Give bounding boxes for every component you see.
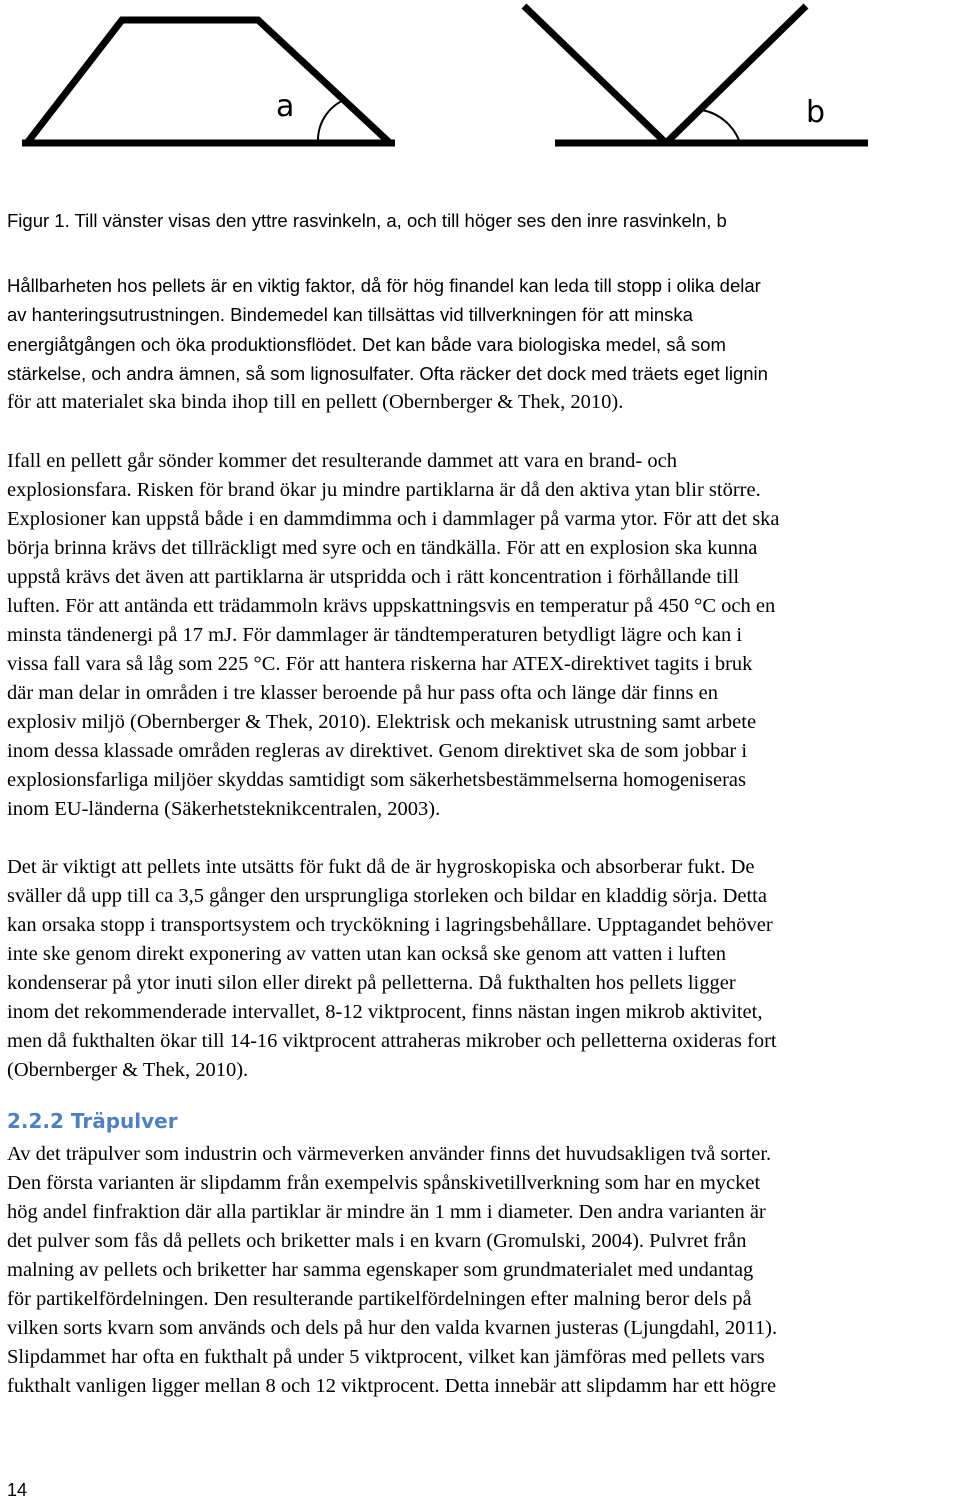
- paragraph-line: explosionsfara. Risken för brand ökar ju mindre partiklarna är då den aktiva ytan blir större.: [7, 479, 761, 501]
- section-heading: 2.2.2 Träpulver: [7, 1109, 178, 1133]
- angle-label-a: a: [276, 89, 295, 124]
- angle-label-b: b: [806, 95, 826, 130]
- paragraph-line: Av det träpulver som industrin och värmeverken använder finns det huvudsakligen två sorter.: [7, 1143, 772, 1165]
- paragraph-line: Hållbarheten hos pellets är en viktig faktor, då för hög finandel kan leda till stopp i olika delar: [7, 275, 761, 296]
- paragraph-line: minsta tändenergi på 17 mJ. För dammlager är tändtemperaturen betydligt lägre och kan i: [7, 624, 743, 646]
- paragraph-line: malning av pellets och briketter har samma egenskaper som grundmaterialet med undantag: [7, 1259, 754, 1281]
- paragraph-line: Den första varianten är slipdamm från exempelvis spånskivetillverkning som har en mycket: [7, 1172, 761, 1194]
- angle-of-repose-figure: [0, 0, 960, 160]
- paragraph-line: men då fukthalten ökar till 14-16 viktprocent attraheras mikrober och pelletterna oxideras fort: [7, 1030, 777, 1052]
- paragraph-line: för att materialet ska binda ihop till en pellett (Obernberger & Thek, 2010).: [7, 391, 624, 413]
- angle-arc-a: [318, 100, 344, 141]
- paragraph-line: inom dessa klassade områden regleras av direktivet. Genom direktivet ska de som jobbar i: [7, 740, 748, 762]
- paragraph-line: kan orsaka stopp i transportsystem och tryckökning i lagringsbehållare. Upptagandet behöver: [7, 914, 773, 936]
- paragraph-line: uppstå krävs det även att partiklarna är utspridda och i rätt koncentration i förhållande till: [7, 566, 740, 588]
- paragraph-line: stärkelse, och andra ämnen, så som lignosulfater. Ofta räcker det dock med träets eget lignin: [7, 363, 768, 384]
- paragraph-line: sväller då upp till ca 3,5 gånger den ursprungliga storleken och bildar en kladdig sörja. Detta: [7, 885, 767, 907]
- paragraph-line: (Obernberger & Thek, 2010).: [7, 1059, 249, 1081]
- paragraph-line: Explosioner kan uppstå både i en dammdimma och i dammlager på varma ytor. För att det ska: [7, 508, 780, 530]
- paragraph-line: Slipdammet har ofta en fukthalt på under 5 viktprocent, vilket kan jämföras med pellets vars: [7, 1346, 765, 1368]
- paragraph-line: vissa fall vara så låg som 225 °C. För att hantera riskerna har ATEX-direktivet tagits i bruk: [7, 653, 753, 675]
- paragraph-line: vilken sorts kvarn som används och dels på hur den valda kvarnen justeras (Ljungdahl, 2011).: [7, 1317, 778, 1339]
- paragraph-line: hög andel finfraktion där alla partiklar är mindre än 1 mm i diameter. Den andra varianten är: [7, 1201, 766, 1223]
- outer-angle-diagram: [22, 20, 395, 143]
- paragraph-line: explosionsfarliga miljöer skyddas samtidigt som säkerhetsbestämmelserna homogeniseras: [7, 769, 746, 791]
- paragraph-line: börja brinna krävs det tillräckligt med syre och en tändkälla. För att en explosion ska kunna: [7, 537, 758, 559]
- paragraph-line: inom det rekommenderade intervallet, 8-12 viktprocent, finns nästan ingen mikrob aktivitet,: [7, 1001, 763, 1023]
- paragraph-line: kondenserar på ytor inuti silon eller direkt på pelletterna. Då fukthalten hos pellets ligger: [7, 972, 736, 994]
- paragraph-line: inte ske genom direkt exponering av vatten utan kan också ske genom att vatten i luften: [7, 943, 726, 965]
- paragraph-line: energiåtgången och öka produktionsflödet. Det kan både vara biologiska medel, så som: [7, 334, 726, 355]
- v-right-side: [666, 6, 806, 143]
- paragraph-line: Ifall en pellett går sönder kommer det resulterande dammet att vara en brand- och: [7, 450, 677, 472]
- paragraph-line: det pulver som fås då pellets och briketter mals i en kvarn (Gromulski, 2004). Pulvret från: [7, 1230, 747, 1252]
- trapezoid-pile: [27, 20, 390, 143]
- paragraph-line: fukthalt vanligen ligger mellan 8 och 12 viktprocent. Detta innebär att slipdamm har ett högre: [7, 1375, 777, 1397]
- paragraph-line: där man delar in områden i tre klasser beroende på hur pass ofta och länge där finns en: [7, 682, 718, 704]
- v-left-side: [524, 6, 666, 143]
- angle-arc-b: [702, 110, 740, 143]
- paragraph-line: Det är viktigt att pellets inte utsätts för fukt då de är hygroskopiska och absorberar fukt. De: [7, 856, 755, 878]
- paragraph-line: inom EU-länderna (Säkerhetsteknikcentralen, 2003).: [7, 798, 441, 820]
- paragraph-line: explosiv miljö (Obernberger & Thek, 2010). Elektrisk och mekanisk utrustning samt arbete: [7, 711, 757, 733]
- paragraph-line: för partikelfördelningen. Den resulterande partikelfördelningen efter malning beror dels på: [7, 1288, 752, 1310]
- page-number: 14: [7, 1480, 28, 1500]
- paragraph-line: av hanteringsutrustningen. Bindemedel kan tillsättas vid tillverkningen för att minska: [7, 304, 693, 325]
- paragraph-line: luften. För att antända ett trädammoln krävs uppskattningsvis en temperatur på 450 °C och en: [7, 595, 776, 617]
- figure-caption: Figur 1. Till vänster visas den yttre rasvinkeln, a, och till höger ses den inre rasvinkeln, b: [7, 210, 727, 231]
